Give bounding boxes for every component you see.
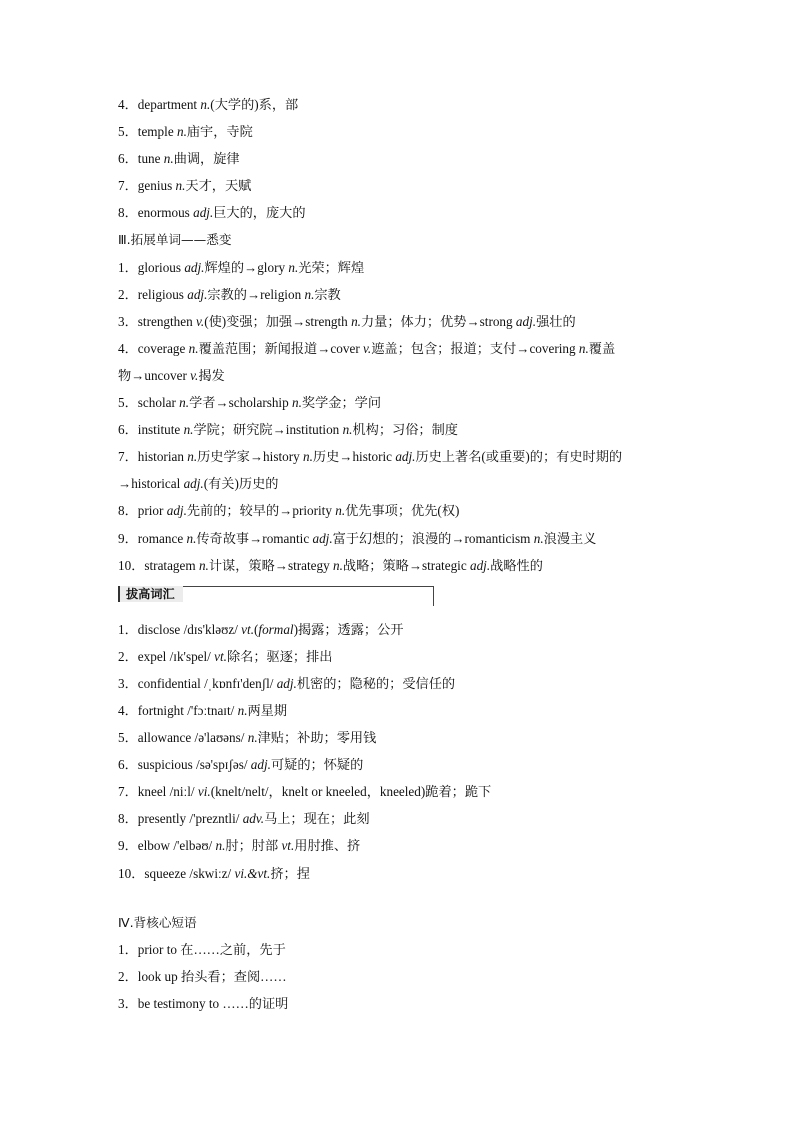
item-number: 8． (118, 811, 138, 827)
meaning: 战略；策略→strategic (342, 557, 467, 573)
part-of-speech: n. (176, 124, 187, 140)
list-item (118, 308, 688, 335)
part-of-speech: n. (188, 340, 199, 356)
list-item (118, 416, 688, 443)
item-number: 6． (118, 422, 138, 438)
part-of-speech: adj. (515, 313, 537, 329)
list-item (118, 860, 688, 887)
part-of-speech: adj. (193, 205, 214, 221)
phonetic: /ˌkɒnfɪ'denʃl/ (204, 675, 274, 691)
phonetic: /dɪs'kləʊz/ (183, 621, 238, 637)
word-list-basic (118, 91, 688, 226)
meaning: 两星期 (247, 702, 288, 718)
word: institute (137, 422, 181, 438)
phonetic: /'prezntli/ (189, 811, 240, 827)
word: fortnight (137, 702, 184, 718)
meaning: 肘；肘部 (225, 838, 279, 854)
part-of-speech: n. (288, 259, 299, 275)
part-of-speech: vt. (241, 621, 254, 637)
meaning: 先前的；较早的→priority (186, 503, 332, 519)
part-of-speech: n. (304, 286, 315, 302)
boxed-heading-row (118, 579, 688, 616)
item-number: 2． (118, 286, 138, 302)
part-of-speech: v. (190, 367, 199, 383)
meaning: 庙宇，寺院 (186, 124, 253, 140)
meaning: 在……之前，先于 (180, 941, 286, 957)
item-number: 7． (118, 449, 138, 465)
list-item (118, 963, 688, 990)
word: glorious (137, 259, 182, 275)
word: genius (137, 178, 173, 194)
part-of-speech: n. (175, 178, 186, 194)
word: disclose (137, 621, 181, 637)
item-number: 4． (118, 340, 138, 356)
meaning: 津贴；补助；零用钱 (257, 730, 377, 746)
part-of-speech: n. (187, 449, 198, 465)
list-item (118, 335, 688, 362)
word: stratagem (144, 557, 196, 573)
item-number: 9． (118, 838, 138, 854)
list-item (118, 724, 688, 751)
part-of-speech: n. (237, 702, 248, 718)
meaning: 机密的；隐秘的；受信任的 (296, 675, 456, 691)
word: confidential (137, 675, 201, 691)
meaning: 抬头看；查阅…… (181, 968, 287, 984)
part-of-speech: n. (303, 449, 313, 465)
word: prior (137, 503, 164, 519)
meaning: 学院；研究院→institution (193, 422, 340, 438)
meaning: 强壮的 (536, 313, 576, 329)
note-open: ( (254, 621, 259, 637)
meaning: 历史学家→history (197, 449, 300, 465)
part-of-speech: vt. (214, 648, 227, 664)
meaning: (大学的)系，部 (210, 97, 299, 112)
meaning: 曲调，旋律 (173, 151, 240, 167)
meaning: 优先事项；优先(权) (345, 503, 460, 519)
item-number: 3． (118, 675, 138, 691)
list-item (118, 643, 688, 670)
part-of-speech: v. (363, 340, 372, 356)
phonetic: /'elbəʊ/ (173, 838, 213, 854)
word: department (137, 97, 198, 112)
meaning: (knelt/nelt/，knelt or kneeled，kneeled)跪着；跪下 (210, 784, 492, 800)
part-of-speech: adj. (187, 286, 208, 302)
item-number: 7． (118, 784, 138, 800)
spacer (118, 887, 688, 909)
meaning: 光荣；辉煌 (298, 259, 365, 275)
meaning: 可疑的；怀疑的 (270, 757, 364, 773)
list-item (118, 118, 688, 145)
list-item (118, 670, 688, 697)
word: →historical (118, 476, 181, 492)
word: suspicious (137, 757, 193, 773)
list-item (118, 805, 688, 832)
meaning: 揭露；透露；公开 (297, 621, 404, 637)
register-note: formal (258, 621, 294, 637)
part-of-speech: n. (533, 530, 544, 546)
meaning: 覆盖范围；新闻报道→cover (198, 340, 360, 356)
meaning: 力量；体力；优势→strong (360, 313, 513, 329)
meaning: 机构；习俗；制度 (352, 422, 458, 438)
part-of-speech: n. (186, 530, 197, 546)
meaning: 历史→historic (312, 449, 393, 465)
meaning: 宗教 (314, 286, 341, 302)
meaning: 计谋，策略→strategy (208, 557, 330, 573)
part-of-speech: adj. (166, 503, 187, 519)
item-number: 6． (118, 757, 138, 773)
word: expel (137, 648, 167, 664)
meaning: 辉煌的→glory (204, 259, 286, 275)
part-of-speech: vt. (281, 838, 295, 854)
part-of-speech: adj. (469, 557, 491, 573)
phonetic: /ɪk'spel/ (169, 648, 211, 664)
part-of-speech: n. (335, 503, 346, 519)
item-number: 7． (118, 178, 138, 194)
part-of-speech: vi.&vt. (234, 865, 271, 881)
item-number: 10． (118, 865, 145, 881)
word: religious (137, 286, 184, 302)
meaning: 挤；捏 (270, 865, 310, 881)
item-number: 2． (118, 968, 138, 984)
part-of-speech: n. (163, 151, 174, 167)
meaning: ……的证明 (222, 995, 289, 1011)
item-number: 4． (118, 97, 138, 112)
boxed-heading-advanced: 拔高词汇 (118, 586, 183, 602)
part-of-speech: adj. (312, 530, 333, 546)
list-item (118, 778, 688, 805)
part-of-speech: n. (342, 422, 353, 438)
part-of-speech: n. (179, 395, 190, 411)
meaning: 除名；驱逐；排出 (226, 648, 333, 664)
part-of-speech: n. (578, 340, 589, 356)
word: strengthen (137, 313, 193, 329)
word-list-expand (118, 254, 688, 579)
meaning: 揭发 (198, 367, 225, 383)
meaning: 传奇故事→romantic (196, 530, 310, 546)
part-of-speech: n. (292, 395, 302, 411)
list-item-continuation (118, 362, 688, 389)
item-number: 9． (118, 530, 138, 546)
item-number: 1． (118, 941, 138, 957)
part-of-speech: adj. (183, 476, 204, 492)
list-item (118, 389, 688, 416)
part-of-speech: adj. (184, 259, 205, 275)
phrase: look up (137, 968, 178, 984)
word: scholar (137, 395, 176, 411)
list-item (118, 832, 688, 859)
part-of-speech: n. (183, 422, 194, 438)
item-number: 8． (118, 205, 138, 221)
meaning: 天才，天赋 (185, 178, 252, 194)
phonetic: /'fɔːtnaɪt/ (187, 702, 235, 718)
word: enormous (137, 205, 190, 221)
part-of-speech: n. (215, 838, 226, 854)
list-item (118, 199, 688, 226)
list-item (118, 616, 688, 643)
word: presently (137, 811, 187, 827)
document-page (118, 91, 688, 1017)
part-of-speech: adj. (276, 675, 297, 691)
part-of-speech: n. (351, 313, 361, 329)
word: romance (137, 530, 184, 546)
phrase-list (118, 936, 688, 1017)
boxed-heading-end (433, 586, 434, 606)
meaning: 浪漫主义 (543, 530, 597, 546)
list-item (118, 497, 688, 524)
word: tune (137, 151, 161, 167)
list-item (118, 281, 688, 308)
meaning: 巨大的，庞大的 (213, 205, 306, 221)
word: historian (137, 449, 184, 465)
word: squeeze (144, 865, 187, 881)
word: coverage (137, 340, 186, 356)
section-heading-phrases: Ⅳ.背核心短语 (118, 914, 197, 930)
meaning: 学者→scholarship (189, 395, 289, 411)
word: allowance (137, 730, 192, 746)
part-of-speech: v. (196, 313, 205, 329)
item-number: 4． (118, 702, 138, 718)
part-of-speech: n. (198, 557, 209, 573)
list-item (118, 91, 688, 118)
phonetic: /skwiːz/ (189, 865, 232, 881)
item-number: 5． (118, 395, 138, 411)
item-number: 1． (118, 621, 138, 637)
word: elbow (137, 838, 171, 854)
word-list-advanced (118, 616, 688, 887)
item-number: 5． (118, 124, 138, 140)
meaning: 奖学金；学问 (301, 395, 382, 411)
section-heading-expand: Ⅲ.拓展单词——悉变 (118, 232, 232, 248)
phrase: prior to (137, 941, 177, 957)
list-item (118, 552, 688, 579)
list-item (118, 697, 688, 724)
part-of-speech: adj. (250, 757, 271, 773)
list-item (118, 254, 688, 281)
meaning: 遮盖；包含；报道；支付→covering (371, 340, 576, 356)
list-item (118, 145, 688, 172)
item-number: 1． (118, 259, 138, 275)
item-number: 6． (118, 151, 138, 167)
meaning: (使)变强；加强→strength (204, 313, 348, 329)
part-of-speech: n. (200, 97, 211, 112)
part-of-speech: adv. (242, 811, 265, 827)
part-of-speech: adj. (395, 449, 416, 465)
meaning: 用肘推、挤 (294, 838, 361, 854)
phonetic: /ə'laʊəns/ (194, 730, 245, 746)
meaning: 宗教的→religion (207, 286, 302, 302)
part-of-speech: n. (333, 557, 343, 573)
item-number: 3． (118, 995, 138, 1011)
list-item (118, 990, 688, 1017)
meaning: 历史上著名(或重要)的；有史时期的 (415, 449, 623, 465)
list-item-continuation (118, 470, 688, 497)
item-number: 2． (118, 648, 138, 664)
word: kneel (137, 784, 167, 800)
part-of-speech: vi. (197, 784, 211, 800)
list-item (118, 172, 688, 199)
list-item (118, 525, 688, 552)
meaning: 覆盖 (588, 340, 616, 356)
part-of-speech: n. (247, 730, 258, 746)
list-item (118, 751, 688, 778)
meaning: 战略性的 (490, 557, 543, 573)
phonetic: /niːl/ (169, 784, 195, 800)
phonetic: /sə'spɪʃəs/ (196, 757, 248, 773)
meaning: 马上；现在；此刻 (264, 811, 370, 827)
word: 物→uncover (118, 367, 187, 383)
item-number: 8． (118, 503, 138, 519)
meaning: 富于幻想的；浪漫的→romanticism (332, 530, 531, 546)
item-number: 10． (118, 557, 145, 573)
meaning: (有关)历史的 (203, 476, 279, 492)
list-item (118, 936, 688, 963)
phrase: be testimony to (137, 995, 220, 1011)
note-close: ) (293, 621, 298, 637)
list-item (118, 443, 688, 470)
word: temple (137, 124, 174, 140)
item-number: 5． (118, 730, 138, 746)
item-number: 3． (118, 313, 138, 329)
